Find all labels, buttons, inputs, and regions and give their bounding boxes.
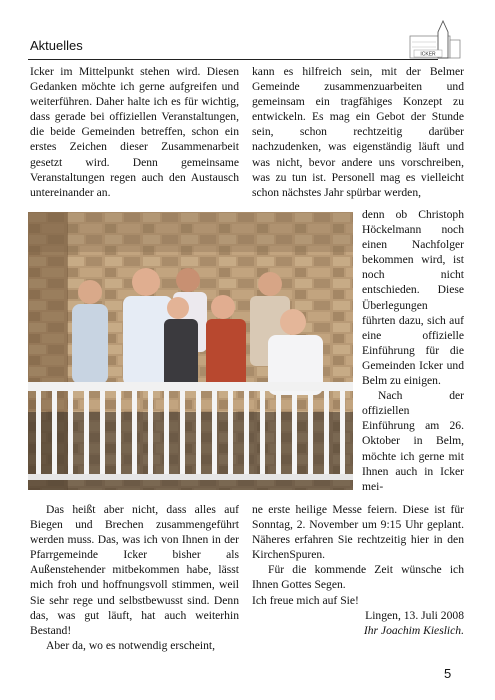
paragraph: Icker im Mittelpunkt stehen wird. Diesen Gedanken möchte ich gerne aufgreifen und weiterführen. Daher halte ich es für wichtig, dass gerade bei offiziellen Veranstaltungen, die beide Gemeinden betreffen, schon ein erstes Zeichen dieser Zusammenarbeit gesetzt wird. Denn gemeinsame Veranstaltungen regen auch den Austausch untereinander an.	[30, 65, 239, 199]
paragraph: ne erste heilige Messe feiern. Diese ist für Sonntag, 2. November um 9:15 Uhr geplant. Näheres erfahren Sie rechtzeitig hier in den KirchenSpuren.	[252, 503, 464, 562]
paragraph: kann es hilfreich sein, mit der Belmer Gemeinde zusammenzuarbeiten und gemeinsam ein tragfähiges Konzept zu entwickeln. Es mag ein Gebot der Stunde sein, schon rechtzeitig darüber nachzudenken, was eigenständig läuft und was nicht, bevor andere uns vorschreiben, was zu tun ist. Personell mag es vielleicht schon nächstes Jahr spürbar werden,	[252, 65, 464, 199]
church-logo-icon	[408, 20, 464, 62]
signature: Ihr Joachim Kieslich.	[363, 623, 464, 637]
paragraph: Das heißt aber nicht, dass alles auf Biegen und Brechen zusammengeführt werden muss. Das, was ich von Ihnen in der Pfarrgemeinde Icker bisher als Außenstehender mitbekommen habe, lässt mich froh und hoffnungsvoll stimmen, weil Sie sehr rege und selbstbewusst sind. Denn das, was gut läuft, hat auch weiterhin Bestand!	[30, 503, 239, 637]
header-rule	[28, 59, 438, 60]
left-column-bottom	[30, 502, 239, 653]
right-column-top	[252, 64, 464, 200]
logo-text: ICKER	[420, 51, 436, 58]
paragraph: Aber da, wo es notwendig erscheint,	[46, 638, 216, 652]
right-column-bottom	[252, 502, 464, 638]
paragraph: Für die kommende Zeit wünsche ich Ihnen Gottes Segen.	[252, 563, 464, 592]
place-date: Lingen, 13. Juli 2008	[365, 608, 464, 622]
right-column-wrap	[362, 207, 464, 494]
paragraph: denn ob Christoph Höckelmann noch einen Nachfolger bekommen wird, ist noch nicht entschieden. Diese Überlegungen führten dazu, sich auf eine offizielle Einführung für die Gemeinden Icker und Belm zu einigen.	[362, 208, 464, 388]
group-photo	[28, 212, 353, 490]
left-column-top	[30, 64, 239, 200]
page-number: 5	[444, 666, 452, 681]
paragraph: Nach der offiziellen Einführung am 26. Oktober in Belm, möchte ich gerne mit Ihnen auch in Icker mei-	[362, 389, 464, 493]
paragraph: Ich freue mich auf Sie!	[252, 593, 359, 607]
section-title: Aktuelles	[30, 38, 83, 53]
